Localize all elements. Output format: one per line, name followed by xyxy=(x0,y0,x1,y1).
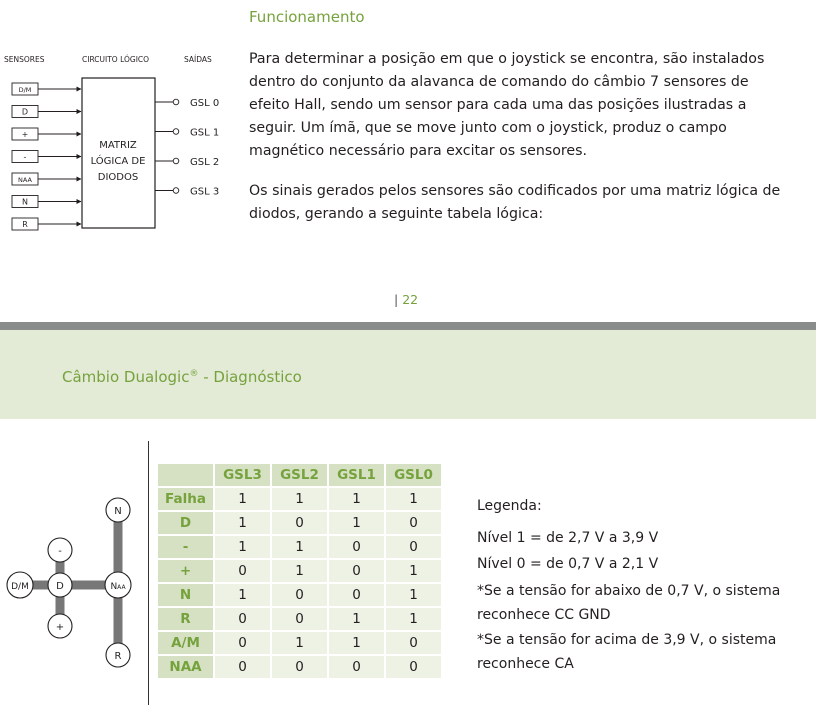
table-cell: 1 xyxy=(329,488,384,510)
table-cell: 1 xyxy=(329,512,384,534)
legend-title: Legenda: xyxy=(477,498,542,514)
row-label: - xyxy=(158,536,213,558)
header-title xyxy=(62,368,302,386)
header-title-sub: - Diagnóstico xyxy=(198,368,302,386)
table-cell: 1 xyxy=(215,536,270,558)
table-cell: 1 xyxy=(272,488,327,510)
page-number-value: 22 xyxy=(402,292,419,307)
gear-position-diagram xyxy=(0,490,148,675)
gear-dm-label: D/M xyxy=(11,582,29,592)
registered-mark: ® xyxy=(189,369,199,379)
table-cell: 0 xyxy=(386,536,441,558)
column-header: GSL1 xyxy=(329,464,384,486)
table-cell: 0 xyxy=(329,584,384,606)
table-corner-cell xyxy=(158,464,213,486)
output-label: GSL 3 xyxy=(190,186,220,198)
page-number: | 22 xyxy=(394,292,419,307)
gear-r-label: R xyxy=(114,651,122,662)
row-label: D xyxy=(158,512,213,534)
output-label: GSL 1 xyxy=(190,127,220,139)
table-cell: 0 xyxy=(272,608,327,630)
page-divider xyxy=(0,322,816,330)
matrix-label-3: DIODOS xyxy=(97,172,139,183)
output-terminal xyxy=(173,158,179,164)
table-cell: 0 xyxy=(386,656,441,678)
sensor-label: + xyxy=(21,130,29,139)
matrix-label-1: MATRIZ xyxy=(99,140,137,151)
row-label: A/M xyxy=(158,632,213,654)
diode-matrix-box xyxy=(82,78,155,228)
table-row xyxy=(158,512,441,534)
section-title: Funcionamento xyxy=(249,8,365,26)
output-label: GSL 2 xyxy=(190,157,220,168)
table-row xyxy=(158,584,441,606)
table-cell: 1 xyxy=(386,488,441,510)
logic-table xyxy=(156,462,443,680)
table-header-row xyxy=(158,464,441,486)
paragraph-2: Os sinais gerados pelos sensores são codificados por uma matriz lógica de diodos, gerando a seguinte tabela lógica: xyxy=(249,183,781,222)
row-label: R xyxy=(158,608,213,630)
gear-d-label: D xyxy=(56,581,64,592)
table-cell: 1 xyxy=(386,560,441,582)
table-cell: 0 xyxy=(386,512,441,534)
sensors-header: SENSORES xyxy=(4,55,45,64)
row-label: NAA xyxy=(158,656,213,678)
table-cell: 1 xyxy=(329,632,384,654)
table-cell: 1 xyxy=(215,584,270,606)
table-cell: 0 xyxy=(329,560,384,582)
gear-naa-sub: AA xyxy=(117,584,126,591)
output-terminal xyxy=(173,129,179,135)
column-header: GSL3 xyxy=(215,464,270,486)
table-row xyxy=(158,488,441,510)
table-cell: 1 xyxy=(386,608,441,630)
table-cell: 0 xyxy=(215,608,270,630)
output-terminal xyxy=(173,99,179,105)
output-label: GSL 0 xyxy=(190,98,220,109)
sensor-label: - xyxy=(23,152,27,162)
sensor-label: D/M xyxy=(18,86,32,94)
table-cell: 1 xyxy=(272,632,327,654)
sensor-label: N xyxy=(22,197,28,207)
legend-level-1: Nível 1 = de 2,7 V a 3,9 V xyxy=(477,530,659,546)
table-row xyxy=(158,608,441,630)
row-label: + xyxy=(158,560,213,582)
table-cell: 1 xyxy=(215,488,270,510)
table-cell: 0 xyxy=(215,632,270,654)
column-header: GSL2 xyxy=(272,464,327,486)
table-cell: 1 xyxy=(272,536,327,558)
table-row xyxy=(158,656,441,678)
row-label: Falha xyxy=(158,488,213,510)
table-cell: 0 xyxy=(215,656,270,678)
gear-minus-label: - xyxy=(58,546,62,557)
table-cell: 1 xyxy=(386,584,441,606)
output-terminal xyxy=(173,188,179,194)
legend-note-gnd: *Se a tensão for abaixo de 0,7 V, o sistema reconhece CC GND xyxy=(477,583,781,623)
matrix-label-2: LÓGICA DE xyxy=(90,156,146,167)
table-cell: 0 xyxy=(215,560,270,582)
table-cell: 0 xyxy=(272,584,327,606)
row-label: N xyxy=(158,584,213,606)
gear-naa-main: N xyxy=(110,582,118,592)
table-cell: 1 xyxy=(329,608,384,630)
table-cell: 1 xyxy=(272,560,327,582)
legend-note-ca: *Se a tensão for acima de 3,9 V, o sistema reconhece CA xyxy=(477,632,777,672)
table-row xyxy=(158,560,441,582)
table-row xyxy=(158,536,441,558)
table-cell: 1 xyxy=(215,512,270,534)
header-title-main: Câmbio Dualogic xyxy=(62,368,190,386)
sensor-label: NAA xyxy=(18,176,32,184)
circuit-header: CIRCUITO LÓGICO xyxy=(82,55,150,64)
table-row xyxy=(158,632,441,654)
sensor-label: R xyxy=(22,220,28,229)
table-cell: 0 xyxy=(272,656,327,678)
gear-plus-label: + xyxy=(55,622,65,633)
table-cell: 0 xyxy=(386,632,441,654)
legend-level-0: Nível 0 = de 0,7 V a 2,1 V xyxy=(477,556,659,572)
table-cell: 0 xyxy=(329,656,384,678)
gear-naa-label xyxy=(110,582,126,592)
gear-n-label: N xyxy=(114,506,122,517)
table-cell: 0 xyxy=(272,512,327,534)
outputs-header: SAÍDAS xyxy=(184,55,212,64)
block-diagram xyxy=(0,40,240,240)
table-cell: 0 xyxy=(329,536,384,558)
column-header: GSL0 xyxy=(386,464,441,486)
paragraph-1: Para determinar a posição em que o joystick se encontra, são instalados dentro do conjunto da alavanca de comando do câmbio 7 sensores de efeito Hall, sendo um sensor para cada uma das posições ilustradas a seguir. Um ímã, que se move junto com o joystick, produz o campo magnético necessário para excitar os sensores. xyxy=(249,51,765,159)
sensor-label: D xyxy=(21,107,29,117)
vertical-divider xyxy=(148,441,149,705)
